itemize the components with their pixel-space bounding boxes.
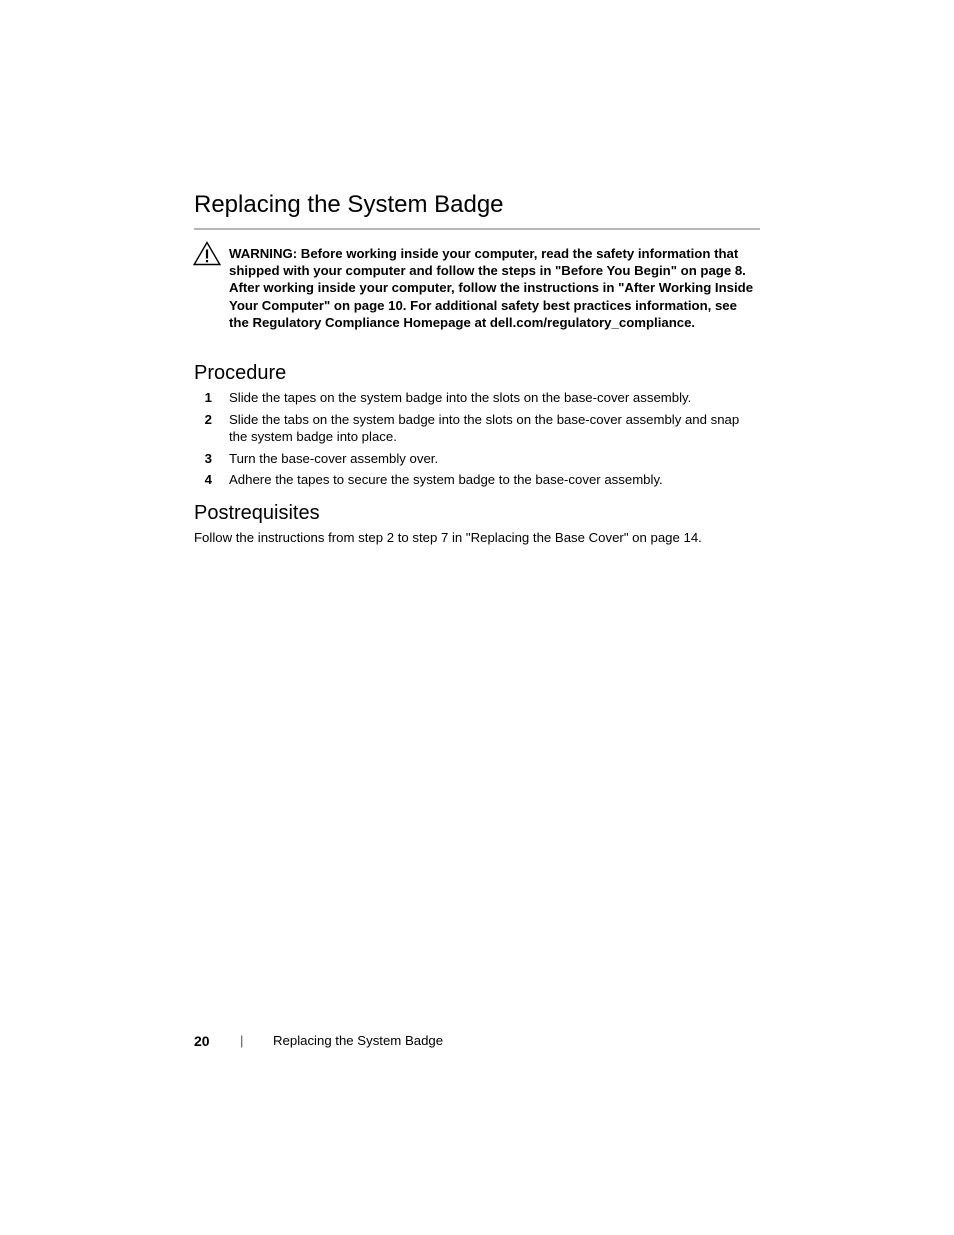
postrequisites-text: Follow the instructions from step 2 to step 7 in "Replacing the Base Cover" on page 14.	[194, 530, 702, 545]
procedure-steps	[194, 389, 754, 493]
step-text: Adhere the tapes to secure the system badge to the base-cover assembly.	[229, 472, 663, 488]
procedure-step	[194, 389, 754, 406]
page-title: Replacing the System Badge	[194, 191, 504, 218]
step-number: 3	[204, 450, 212, 466]
footer-separator: |	[240, 1033, 244, 1048]
procedure-step	[194, 471, 754, 488]
procedure-step	[194, 411, 754, 445]
footer-section-title: Replacing the System Badge	[273, 1033, 444, 1048]
step-number: 2	[204, 411, 212, 427]
title-divider	[194, 228, 760, 230]
step-number: 1	[204, 390, 212, 405]
warning-text: WARNING: Before working inside your computer, read the safety information that shipped with your computer and follow the steps in "Before You Begin" on page 8. After working inside your computer, follow the instructions in "After Working Inside Your Computer" on page 10. For additional safety best practices information, see the Regulatory Compliance Homepage at dell.com/regulatory_compliance.	[229, 246, 754, 330]
step-text: Slide the tapes on the system badge into the slots on the base-cover assembly.	[229, 390, 692, 405]
procedure-step	[194, 450, 754, 467]
page-number: 20	[194, 1033, 210, 1049]
procedure-heading: Procedure	[194, 362, 287, 384]
step-text: Slide the tabs on the system badge into the slots on the base-cover assembly and snap the system badge into place.	[229, 411, 740, 444]
step-number: 4	[204, 472, 212, 488]
warning-triangle-icon	[193, 241, 221, 266]
step-text: Turn the base-cover assembly over.	[229, 450, 439, 466]
postrequisites-heading: Postrequisites	[194, 502, 320, 524]
